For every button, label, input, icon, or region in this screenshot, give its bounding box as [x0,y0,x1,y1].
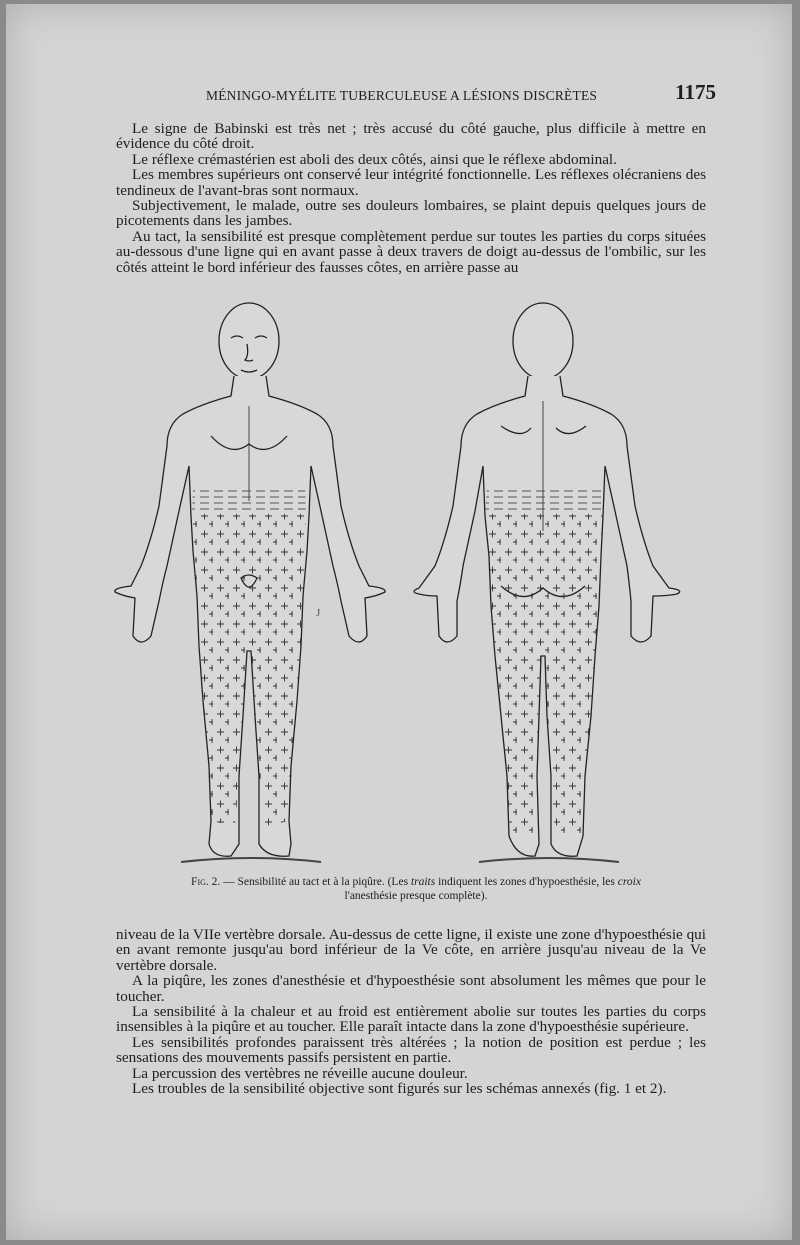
front-hypoesthesia-band [192,486,306,514]
book-page [6,4,792,1240]
paragraph: Les membres supérieurs ont conservé leur intégrité fonctionnelle. Les réflexes olécraniens des tendineux de l'avant-bras sont normaux. [116,166,706,199]
paragraph: La sensibilité à la chaleur et au froid est entièrement abolie sur toutes les parties du corps insensibles à la piqûre et au toucher. Elle paraît intacte dans la zone d'hypoesthésie supérieure. [116,1003,706,1036]
text-block-bottom [116,927,706,1096]
caption-text: — Sensibilité au tact et à la piqûre. (Les [220,876,411,888]
figure-label: Fig. 2. [191,876,221,888]
back-anesthesia-zone [485,514,603,836]
text-block-top [116,121,706,275]
figure-small-mark: J [316,607,321,619]
caption-text: indiquent les zones d'hypoesthésie, les [435,876,618,888]
caption-emphasis: croix [617,876,641,888]
paragraph: Les troubles de la sensibilité objective sont figurés sur les schémas annexés (fig. 1 et 2). [132,1080,667,1098]
figure-caption [176,875,656,903]
running-head-title: MÉNINGO-MYÉLITE TUBERCULEUSE A LÉSIONS DISCRÈTES [206,88,598,103]
paragraph: Au tact, la sensibilité est presque complètement perdue sur toutes les parties du corps situées au-dessous d'une ligne qui en avant passe à deux travers de doigt au-dessus de l'ombilic, sur les côtés atteint le bord inférieur des fausses côtes, en arrière passe au [116,227,706,276]
caption-emphasis: traits [410,876,436,888]
paragraph: La percussion des vertèbres ne réveille aucune douleur. [132,1064,468,1082]
paragraph: niveau de la VIIe vertèbre dorsale. Au-dessus de cette ligne, il existe une zone d'hypoesthésie qui en avant remonte jusqu'au bord inférieur de la Ve côte, en arrière jusqu'au niveau de la Ve vertèbre dorsale. [116,926,706,974]
paragraph: A la piqûre, les zones d'anesthésie et d'hypoesthésie sont absolument les mêmes que pour le toucher. [116,972,706,1005]
page-number: 1175 [675,80,716,104]
paragraph: Le signe de Babinski est très net ; très accusé du côté gauche, plus difficile à mettre en évidence du côté droit. [116,120,706,153]
paragraph: Subjectivement, le malade, outre ses douleurs lombaires, se plaint depuis quelques jours de picotements dans les jambes. [116,197,706,230]
paragraph: Le réflexe crémastérien est aboli des deux côtés, ainsi que le réflexe abdominal. [132,150,617,168]
anatomical-figure [101,296,721,878]
back-hypoesthesia-band [485,486,603,514]
running-head [116,78,716,108]
paragraph: Les sensibilités profondes paraissent très altérées ; la notion de position est perdue ; les sensations des mouvements passifs persistent en partie. [116,1033,706,1067]
caption-text: l'anesthésie presque complète). [344,890,488,902]
